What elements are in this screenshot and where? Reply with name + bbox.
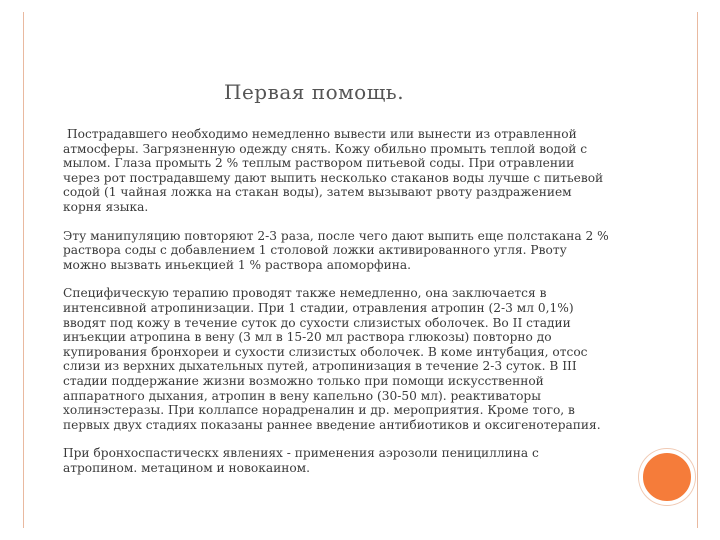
paragraph-specific-therapy: Специфическую терапию проводят также немедленно, она заключается в интенсивной атропинизации. При 1 стадии, отравления атропин (2-3 мл 0,1%) вводят под кожу в течение суток до сухости слизистых оболочек. Во II стадии инъекции атропина в вену (3 мл в 15-20 мл раствора глюкозы) повторно до купирования бронхореи и сухости слизистых оболочек. В коме интубация, отсос слизи из верхних дыхательных путей, атропинизация в течение 2-3 суток. В III стадии поддержание жизни возможно только при помощи искусственной аппаратного дыхания, атропин в вену капельно (30-50 мл). реактиваторы холинэстеразы. При коллапсе норадреналин и др. мероприятия. Кроме того, в первых двух стадиях показаны раннее введение антибиотиков и оксигенотерапия. bbox=[63, 286, 601, 432]
paragraph-first-aid: Пострадавшего необходимо немедленно вывести или вынести из отравленной атмосферы. Загрязненную одежду снять. Кожу обильно промыть теплой водой с мылом. Глаза промыть 2 % теплым раствором питьевой соды. При отравлении через рот пострадавшему дают выпить несколько стаканов воды лучше с питьевой содой (1 чайная ложка на стакан воды), затем вызывают рвоту раздражением корня языка. bbox=[63, 127, 604, 214]
paragraph-repeat-procedure: Эту манипуляцию повторяют 2-3 раза, после чего дают выпить еще полстакана 2 % раствора соды с добавлением 1 столовой ложки активированного угля. Рвоту можно вызвать иньекцией 1 % раствора апоморфина. bbox=[63, 228, 609, 272]
paragraph-bronchospasm: При бронхоспастическх явлениях - применения аэрозоли пенициллина с атропином. метацином и новокаином. bbox=[63, 446, 539, 475]
slide-title: Первая помощь. bbox=[224, 80, 405, 104]
decorative-circle-icon bbox=[639, 449, 695, 505]
slide-body bbox=[63, 127, 613, 489]
